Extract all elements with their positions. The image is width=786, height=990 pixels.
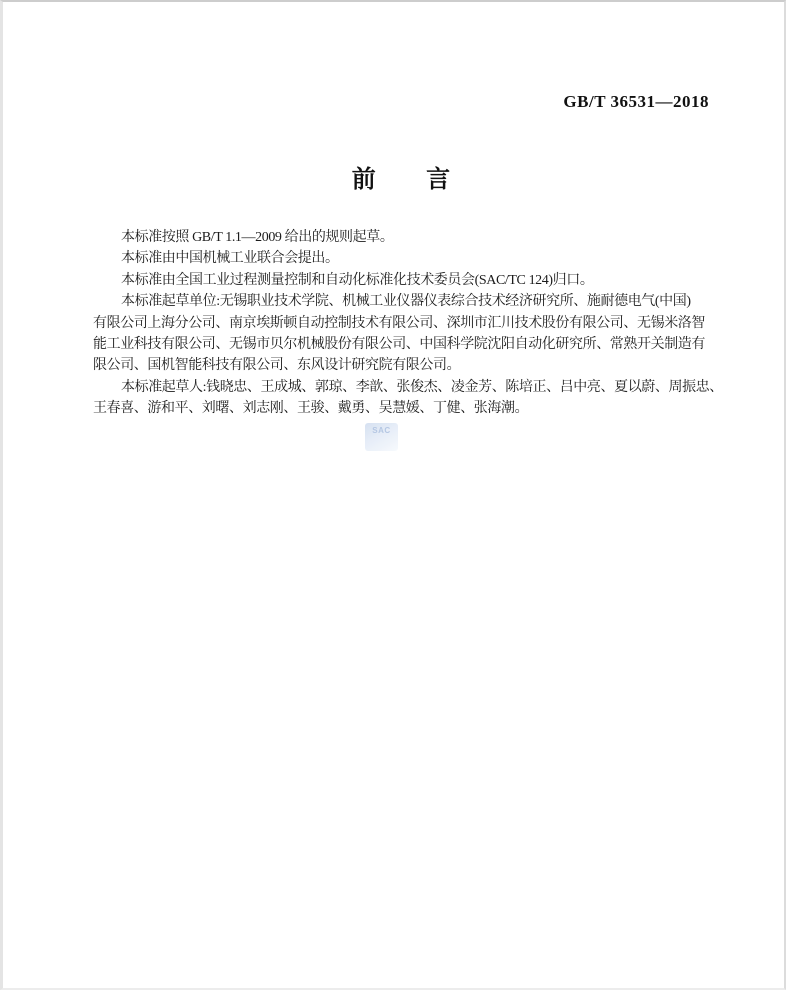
body-line: 本标准由全国工业过程测量控制和自动化标准化技术委员会(SAC/TC 124)归口。 — [121, 272, 594, 288]
body-line: 限公司、国机智能科技有限公司、东风设计研究院有限公司。 — [93, 358, 461, 374]
body-line: 有限公司上海分公司、南京埃斯顿自动控制技术有限公司、深圳市汇川技术股份有限公司、无锡米洛智 — [93, 315, 705, 331]
standard-number: GB/T 36531—2018 — [563, 92, 709, 111]
page-title-text: 前言 — [351, 166, 501, 193]
page-title — [93, 159, 709, 194]
foreword-body — [93, 227, 723, 420]
body-line: 能工业科技有限公司、无锡市贝尔机械股份有限公司、中国科学院沈阳自动化研究所、常熟开关制造有 — [93, 337, 705, 353]
sac-watermark-label: SAC — [372, 426, 391, 435]
body-line: 本标准起草单位:无锡职业技术学院、机械工业仪器仪表综合技术经济研究所、施耐德电气(中国) — [121, 294, 691, 310]
body-line: 本标准由中国机械工业联合会提出。 — [121, 251, 339, 267]
sac-watermark-logo — [365, 423, 398, 451]
body-line: 王春喜、游和平、刘曙、刘志刚、王骏、戴勇、吴慧媛、丁健、张海潮。 — [93, 401, 529, 417]
body-line: 本标准按照 GB/T 1.1—2009 给出的规则起草。 — [121, 230, 394, 245]
body-line: 本标准起草人:钱晓忠、王成城、郭琼、李歆、张俊杰、凌金芳、陈培正、吕中亮、夏以蔚、周振忠、 — [121, 379, 723, 395]
